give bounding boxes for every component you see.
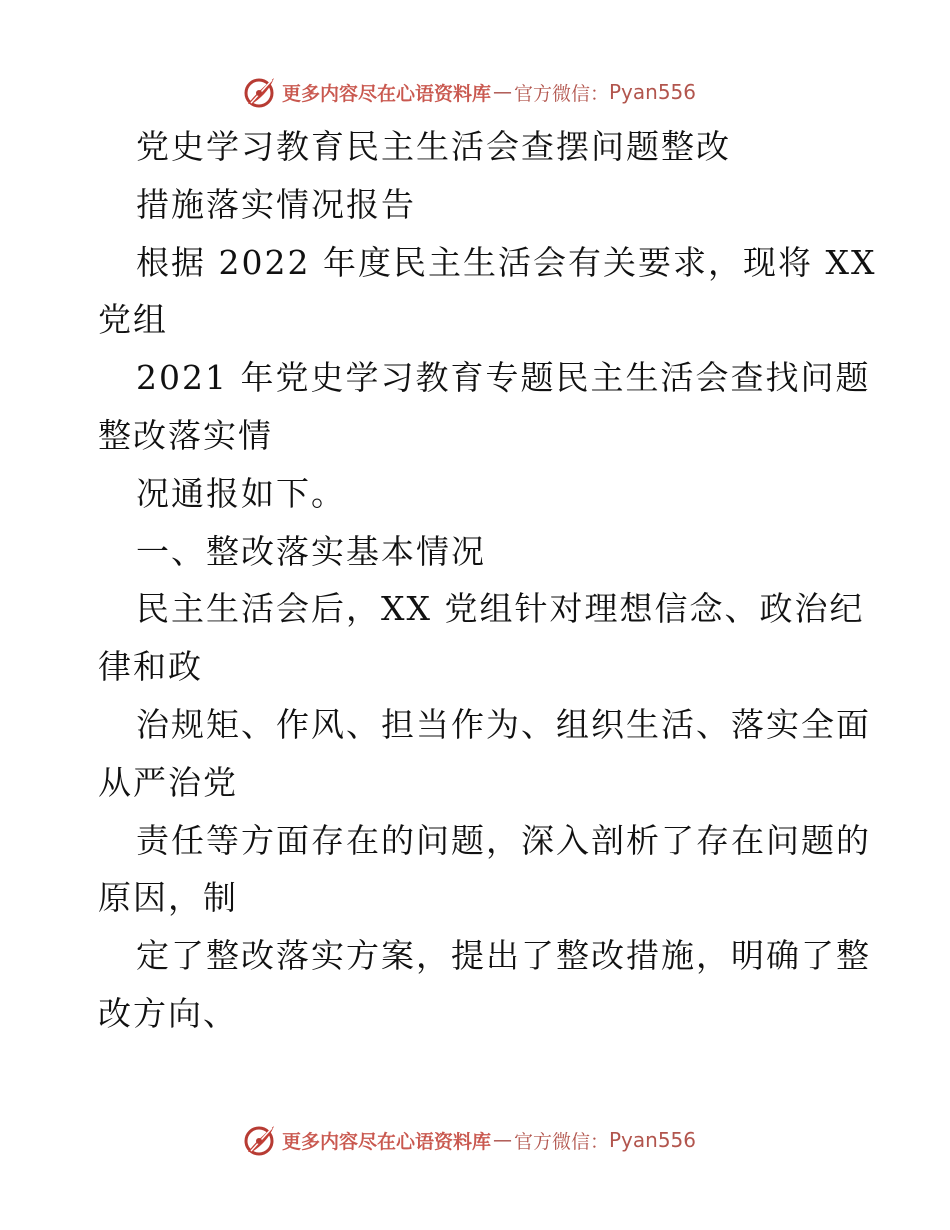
doc-paragraph-line: 治规矩、作风、担当作为、组织生活、落实全面 xyxy=(136,704,871,744)
doc-paragraph-line: 整改落实情 xyxy=(98,415,273,455)
leaf-pen-logo-icon xyxy=(242,1122,278,1158)
doc-paragraph-line: 改方向、 xyxy=(98,993,238,1033)
doc-paragraph-line: 民主生活会后，XX 党组针对理想信念、政治纪 xyxy=(136,589,865,629)
watermark-site-text: 更多内容尽在心语资料库 xyxy=(281,82,491,105)
watermark-wechat-id: Pyan556 xyxy=(609,80,697,104)
watermark-separator: — xyxy=(492,1129,512,1151)
doc-paragraph-line: 责任等方面存在的问题，深入剖析了存在问题的 xyxy=(136,820,871,860)
footer-watermark xyxy=(0,1120,950,1160)
doc-paragraph-line: 况通报如下。 xyxy=(136,473,346,513)
watermark-site-text: 更多内容尽在心语资料库 xyxy=(281,1130,491,1153)
doc-paragraph-line: 党组 xyxy=(98,300,168,340)
doc-paragraph-line: 2021 年党史学习教育专题民主生活会查找问题 xyxy=(136,358,871,398)
leaf-pen-logo-icon xyxy=(242,74,278,110)
doc-paragraph-line: 定了整改落实方案，提出了整改措施，明确了整 xyxy=(136,936,871,976)
doc-title-line-1: 党史学习教育民主生活会查摆问题整改 xyxy=(136,127,731,166)
header-watermark xyxy=(0,72,950,112)
document-body xyxy=(98,118,877,1043)
watermark-wechat-label: 官方微信： xyxy=(513,82,609,105)
doc-title-line-2: 措施落实情况报告 xyxy=(136,184,416,224)
watermark-wechat-label: 官方微信： xyxy=(513,1130,609,1153)
watermark-group xyxy=(242,74,696,110)
watermark-wechat-id: Pyan556 xyxy=(609,1128,697,1152)
watermark-separator: — xyxy=(492,81,512,103)
doc-section-heading: 一、整改落实基本情况 xyxy=(136,531,486,571)
watermark-group xyxy=(242,1122,696,1158)
doc-paragraph-line: 从严治党 xyxy=(98,762,238,802)
doc-paragraph-line: 根据 2022 年度民主生活会有关要求，现将 XX xyxy=(136,242,877,282)
doc-paragraph-line: 律和政 xyxy=(98,647,203,687)
doc-paragraph-line: 原因，制 xyxy=(98,878,238,918)
